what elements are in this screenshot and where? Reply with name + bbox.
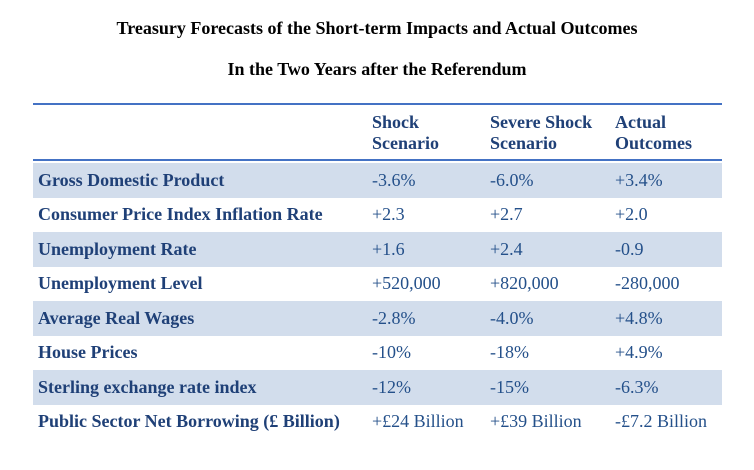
column-header-actual-outcomes (615, 105, 722, 159)
table-row (33, 198, 722, 233)
column-header-line: Shock (372, 112, 420, 132)
column-header-severe-shock-scenario (490, 105, 615, 159)
column-header-line: Severe Shock (490, 112, 593, 132)
header-empty-cell (33, 105, 372, 159)
row-label: Consumer Price Index Inflation Rate (38, 204, 323, 225)
table-row (33, 301, 722, 336)
actual-outcome-value: +4.8% (615, 307, 663, 328)
column-header-shock-scenario (372, 105, 490, 159)
table-row (33, 267, 722, 302)
table-row (33, 370, 722, 405)
actual-outcome-value: -0.9 (615, 238, 644, 259)
table-header-row (33, 105, 722, 159)
row-label: Gross Domestic Product (38, 169, 225, 190)
severe-shock-scenario-value: +£39 Billion (490, 411, 582, 432)
actual-outcome-value: -6.3% (615, 376, 659, 397)
severe-shock-scenario-value: -6.0% (490, 169, 534, 190)
column-header-line: Actual (615, 112, 666, 132)
shock-scenario-value: +1.6 (372, 238, 405, 259)
shock-scenario-value: +520,000 (372, 273, 441, 294)
shock-scenario-value: +£24 Billion (372, 411, 464, 432)
shock-scenario-value: -10% (372, 342, 411, 363)
severe-shock-scenario-value: +2.4 (490, 238, 523, 259)
severe-shock-scenario-value: -18% (490, 342, 529, 363)
actual-outcome-value: +3.4% (615, 169, 663, 190)
severe-shock-scenario-value: +820,000 (490, 273, 559, 294)
actual-outcome-value: -280,000 (615, 273, 680, 294)
column-header-line: Scenario (490, 133, 557, 153)
column-header-line: Outcomes (615, 133, 692, 153)
row-label: Sterling exchange rate index (38, 376, 257, 397)
table-row (33, 405, 722, 440)
shock-scenario-value: -3.6% (372, 169, 416, 190)
actual-outcome-value: +4.9% (615, 342, 663, 363)
column-header-line: Scenario (372, 133, 439, 153)
actual-outcome-value: +2.0 (615, 204, 648, 225)
shock-scenario-value: -12% (372, 376, 411, 397)
table-row (33, 232, 722, 267)
table-row (33, 163, 722, 198)
row-label: Average Real Wages (38, 307, 195, 328)
shock-scenario-value: -2.8% (372, 307, 416, 328)
row-label: Unemployment Level (38, 273, 203, 294)
severe-shock-scenario-value: +2.7 (490, 204, 523, 225)
table-title-line2: In the Two Years after the Referendum (227, 59, 527, 79)
table-title-line1: Treasury Forecasts of the Short-term Impacts and Actual Outcomes (116, 18, 638, 38)
shock-scenario-value: +2.3 (372, 204, 405, 225)
row-label: Unemployment Rate (38, 238, 197, 259)
table-row (33, 336, 722, 371)
row-label: House Prices (38, 342, 138, 363)
actual-outcome-value: -£7.2 Billion (615, 411, 708, 432)
severe-shock-scenario-value: -4.0% (490, 307, 534, 328)
row-label: Public Sector Net Borrowing (£ Billion) (38, 411, 340, 432)
severe-shock-scenario-value: -15% (490, 376, 529, 397)
forecast-table (33, 103, 722, 439)
